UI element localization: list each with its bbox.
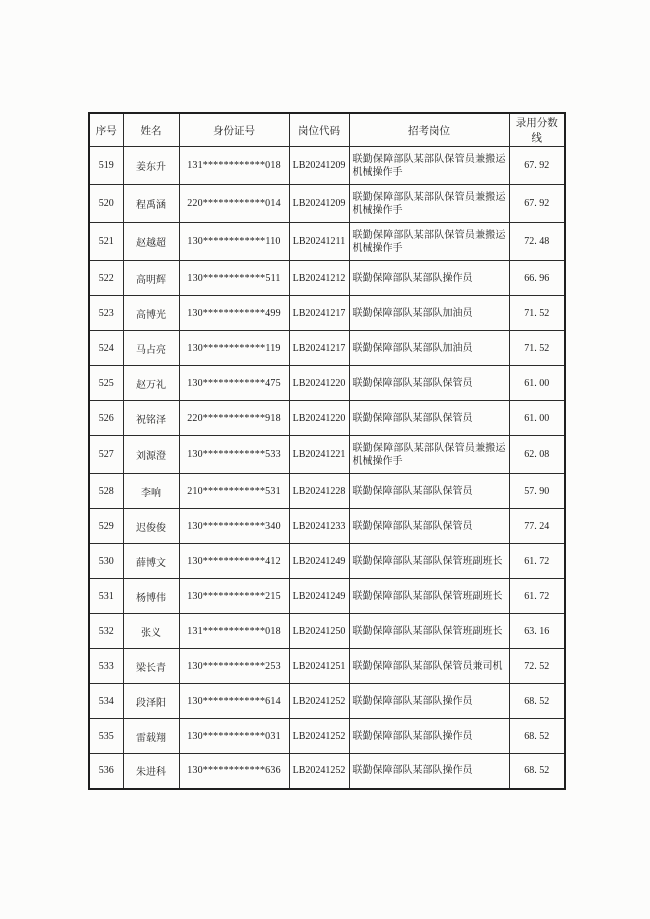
cell-index: 525 [89,366,123,401]
cell-id: 130************636 [179,754,289,789]
cell-code: LB20241220 [289,366,349,401]
table-row [89,474,565,509]
cell-name: 程禹涵 [123,185,179,223]
cell-index: 520 [89,185,123,223]
table-header-row [89,113,565,147]
cell-score: 71. 52 [509,296,565,331]
cell-name: 薛博文 [123,544,179,579]
cell-code: LB20241252 [289,684,349,719]
table-row [89,366,565,401]
cell-id: 130************533 [179,436,289,474]
cell-code: LB20241211 [289,223,349,261]
cell-index: 524 [89,331,123,366]
cell-score: 71. 52 [509,331,565,366]
cell-score: 66. 96 [509,261,565,296]
cell-position: 联勤保障部队某部队保管班副班长 [349,579,509,614]
table-row [89,509,565,544]
cell-id: 130************412 [179,544,289,579]
cell-code: LB20241212 [289,261,349,296]
cell-code: LB20241220 [289,401,349,436]
cell-position: 联勤保障部队某部队保管员兼搬运机械操作手 [349,223,509,261]
cell-score: 67. 92 [509,185,565,223]
cell-name: 赵万礼 [123,366,179,401]
cell-code: LB20241252 [289,754,349,789]
cell-index: 523 [89,296,123,331]
cell-id: 130************110 [179,223,289,261]
table-row [89,331,565,366]
table-row [89,649,565,684]
table-row [89,719,565,754]
column-header-index: 序号 [89,113,123,147]
table-row [89,296,565,331]
cell-name: 段泽阳 [123,684,179,719]
cell-name: 杨博伟 [123,579,179,614]
cell-id: 130************119 [179,331,289,366]
cell-index: 528 [89,474,123,509]
table-row [89,754,565,789]
cell-id: 130************253 [179,649,289,684]
cell-id: 130************031 [179,719,289,754]
cell-name: 马占亮 [123,331,179,366]
cell-id: 131************018 [179,147,289,185]
cell-index: 531 [89,579,123,614]
cell-score: 68. 52 [509,754,565,789]
cell-code: LB20241209 [289,147,349,185]
cell-position: 联勤保障部队某部队保管班副班长 [349,614,509,649]
cell-code: LB20241251 [289,649,349,684]
cell-position: 联勤保障部队某部队操作员 [349,719,509,754]
cell-id: 130************499 [179,296,289,331]
cell-score: 63. 16 [509,614,565,649]
column-header-position: 招考岗位 [349,113,509,147]
table-row [89,614,565,649]
column-header-id: 身份证号 [179,113,289,147]
cell-index: 529 [89,509,123,544]
cell-code: LB20241250 [289,614,349,649]
cell-index: 530 [89,544,123,579]
cell-code: LB20241233 [289,509,349,544]
column-header-score: 录用分数线 [509,113,565,147]
cell-index: 519 [89,147,123,185]
table-row [89,261,565,296]
cell-code: LB20241252 [289,719,349,754]
cell-id: 130************511 [179,261,289,296]
cell-score: 72. 52 [509,649,565,684]
cell-id: 210************531 [179,474,289,509]
cell-score: 57. 90 [509,474,565,509]
cell-code: LB20241249 [289,579,349,614]
cell-position: 联勤保障部队某部队加油员 [349,296,509,331]
cell-score: 68. 52 [509,719,565,754]
cell-code: LB20241209 [289,185,349,223]
cell-position: 联勤保障部队某部队保管员兼搬运机械操作手 [349,147,509,185]
cell-id: 131************018 [179,614,289,649]
cell-position: 联勤保障部队某部队操作员 [349,754,509,789]
cell-index: 536 [89,754,123,789]
column-header-name: 姓名 [123,113,179,147]
cell-position: 联勤保障部队某部队保管员兼司机 [349,649,509,684]
cell-id: 220************918 [179,401,289,436]
cell-position: 联勤保障部队某部队保管员 [349,401,509,436]
table-row [89,147,565,185]
cell-index: 521 [89,223,123,261]
table-row [89,544,565,579]
table-row [89,579,565,614]
cell-score: 61. 00 [509,401,565,436]
cell-code: LB20241217 [289,296,349,331]
cell-id: 130************215 [179,579,289,614]
cell-name: 高博光 [123,296,179,331]
cell-score: 72. 48 [509,223,565,261]
cell-position: 联勤保障部队某部队操作员 [349,684,509,719]
table-row [89,684,565,719]
cell-index: 534 [89,684,123,719]
cell-name: 祝铭泽 [123,401,179,436]
cell-index: 533 [89,649,123,684]
table-row [89,185,565,223]
cell-name: 梁长青 [123,649,179,684]
cell-score: 77. 24 [509,509,565,544]
cell-score: 61. 72 [509,544,565,579]
table-row [89,436,565,474]
cell-position: 联勤保障部队某部队保管员 [349,509,509,544]
table-row [89,223,565,261]
cell-name: 赵越超 [123,223,179,261]
cell-index: 527 [89,436,123,474]
cell-id: 130************340 [179,509,289,544]
cell-name: 姜东升 [123,147,179,185]
cell-score: 62. 08 [509,436,565,474]
table-row [89,401,565,436]
cell-name: 张义 [123,614,179,649]
cell-position: 联勤保障部队某部队加油员 [349,331,509,366]
cell-id: 130************475 [179,366,289,401]
cell-position: 联勤保障部队某部队保管班副班长 [349,544,509,579]
cell-index: 526 [89,401,123,436]
cell-name: 迟俊俊 [123,509,179,544]
cell-score: 61. 00 [509,366,565,401]
cell-position: 联勤保障部队某部队保管员兼搬运机械操作手 [349,185,509,223]
cell-code: LB20241217 [289,331,349,366]
cell-name: 雷载翔 [123,719,179,754]
cell-score: 67. 92 [509,147,565,185]
cell-code: LB20241221 [289,436,349,474]
cell-position: 联勤保障部队某部队操作员 [349,261,509,296]
cell-code: LB20241228 [289,474,349,509]
cell-index: 535 [89,719,123,754]
cell-index: 532 [89,614,123,649]
cell-id: 130************614 [179,684,289,719]
column-header-code: 岗位代码 [289,113,349,147]
cell-position: 联勤保障部队某部队保管员 [349,366,509,401]
cell-score: 68. 52 [509,684,565,719]
cell-position: 联勤保障部队某部队保管员兼搬运机械操作手 [349,436,509,474]
cell-position: 联勤保障部队某部队保管员 [349,474,509,509]
cell-code: LB20241249 [289,544,349,579]
cell-score: 61. 72 [509,579,565,614]
cell-name: 高明辉 [123,261,179,296]
cell-name: 李响 [123,474,179,509]
recruitment-score-table [88,112,566,790]
cell-id: 220************014 [179,185,289,223]
cell-name: 刘源澄 [123,436,179,474]
cell-name: 朱进科 [123,754,179,789]
cell-index: 522 [89,261,123,296]
